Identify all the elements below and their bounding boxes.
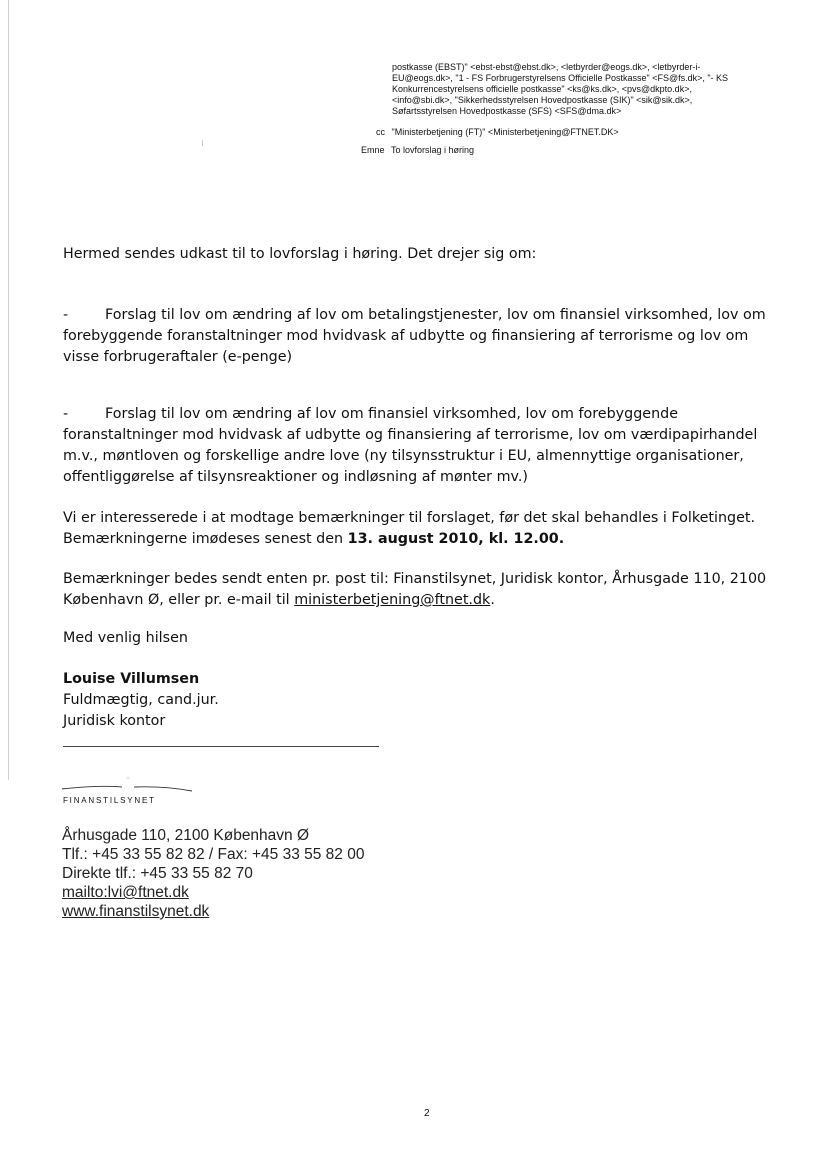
signature-divider (63, 746, 379, 747)
to-line: <info@sbi.dk>, "Sikkerhedsstyrelsen Hovedpostkasse (SIK)" <sik@sik.dk>, (392, 95, 693, 105)
email-subject-row (361, 145, 474, 156)
bullet-item-1 (63, 305, 783, 368)
contact-footer (62, 826, 364, 921)
page-number: 2 (424, 1108, 430, 1119)
email-cc-row (376, 127, 619, 138)
cc-value: "Ministerbetjening (FT)" <Ministerbetjening@FTNET.DK> (391, 127, 619, 137)
submission-paragraph (63, 569, 783, 611)
scan-mark (202, 140, 203, 146)
footer-phone: Tlf.: +45 33 55 82 82 / Fax: +45 33 55 82 00 (62, 846, 365, 863)
deadline-text: Vi er interesserede i at modtage bemærkninger til forslaget, før det skal behandles i Folketinget. Bemærkningerne imødeses senest den (63, 510, 756, 547)
period: . (490, 592, 495, 608)
signature-block (63, 669, 783, 732)
bullet-text: Forslag til lov om ændring af lov om betalingstjenester, lov om finansiel virksomhed, lov om forebyggende foranstaltninger mod hvidvask af udbytte og finansiering af terrorisme og lov om visse forbrugeraftaler (e-penge) (63, 307, 766, 365)
subject-label: Emne (361, 145, 385, 155)
footer-address: Århusgade 110, 2100 København Ø (62, 827, 310, 844)
to-line: Søfartsstyrelsen Hovedpostkasse (SFS) <SFS@dma.dk> (392, 106, 622, 116)
footer-direct-phone: Direkte tlf.: +45 33 55 82 70 (62, 865, 253, 882)
email-link[interactable]: ministerbetjening@ftnet.dk (294, 592, 491, 608)
to-line: postkasse (EBST)" <ebst-ebst@ebst.dk>, <letbyrder@eogs.dk>, <letbyrder-i- (392, 62, 701, 72)
cc-label: cc (376, 127, 385, 137)
email-to-recipients (392, 62, 792, 117)
deadline-paragraph (63, 508, 783, 550)
bullet-item-2 (63, 404, 783, 488)
bullet-marker: - (63, 406, 69, 422)
to-line: Konkurrencestyrelsens officielle postkasse" <ks@ks.dk>, <pvs@dkpto.dk>, (392, 84, 692, 94)
bullet-text: Forslag til lov om ændring af lov om finansiel virksomhed, lov om forebyggende foranstaltninger mod hvidvask af udbytte og finansiering af terrorisme, lov om værdipapirhandel m.v., møntloven og forskellige andre love (ny tilsynsstruktur i EU, almennyttige organisationer, offentliggørelse af tilsynsreaktioner og indløsning af mønter mv.) (63, 406, 758, 485)
logo-wordmark: FINANSTILSYNET (63, 796, 156, 805)
scan-margin-line (8, 0, 9, 780)
closing-greeting: Med venlig hilsen (63, 630, 188, 646)
signature-title: Fuldmægtig, cand.jur. (63, 692, 219, 708)
submission-text: Bemærkninger bedes sendt enten pr. post til: Finanstilsynet, Juridisk kontor, Århusgade 110, 2100 København Ø, eller pr. e-mail til (63, 571, 767, 608)
signature-name: Louise Villumsen (63, 671, 200, 687)
intro-paragraph: Hermed sendes udkast til to lovforslag i høring. Det drejer sig om: (63, 246, 537, 262)
signature-department: Juridisk kontor (63, 713, 166, 729)
subject-value: To lovforslag i høring (391, 145, 475, 155)
bullet-marker: - (63, 307, 69, 323)
to-line: EU@eogs.dk>, "1 - FS Forbrugerstyrelsens Officielle Postkasse" <FS@fs.dk>, "- KS (392, 73, 729, 83)
footer-mailto-link[interactable]: mailto:lvi@ftnet.dk (62, 884, 189, 901)
footer-website-link[interactable]: www.finanstilsynet.dk (62, 903, 210, 920)
deadline-date: 13. august 2010, kl. 12.00. (347, 531, 565, 547)
